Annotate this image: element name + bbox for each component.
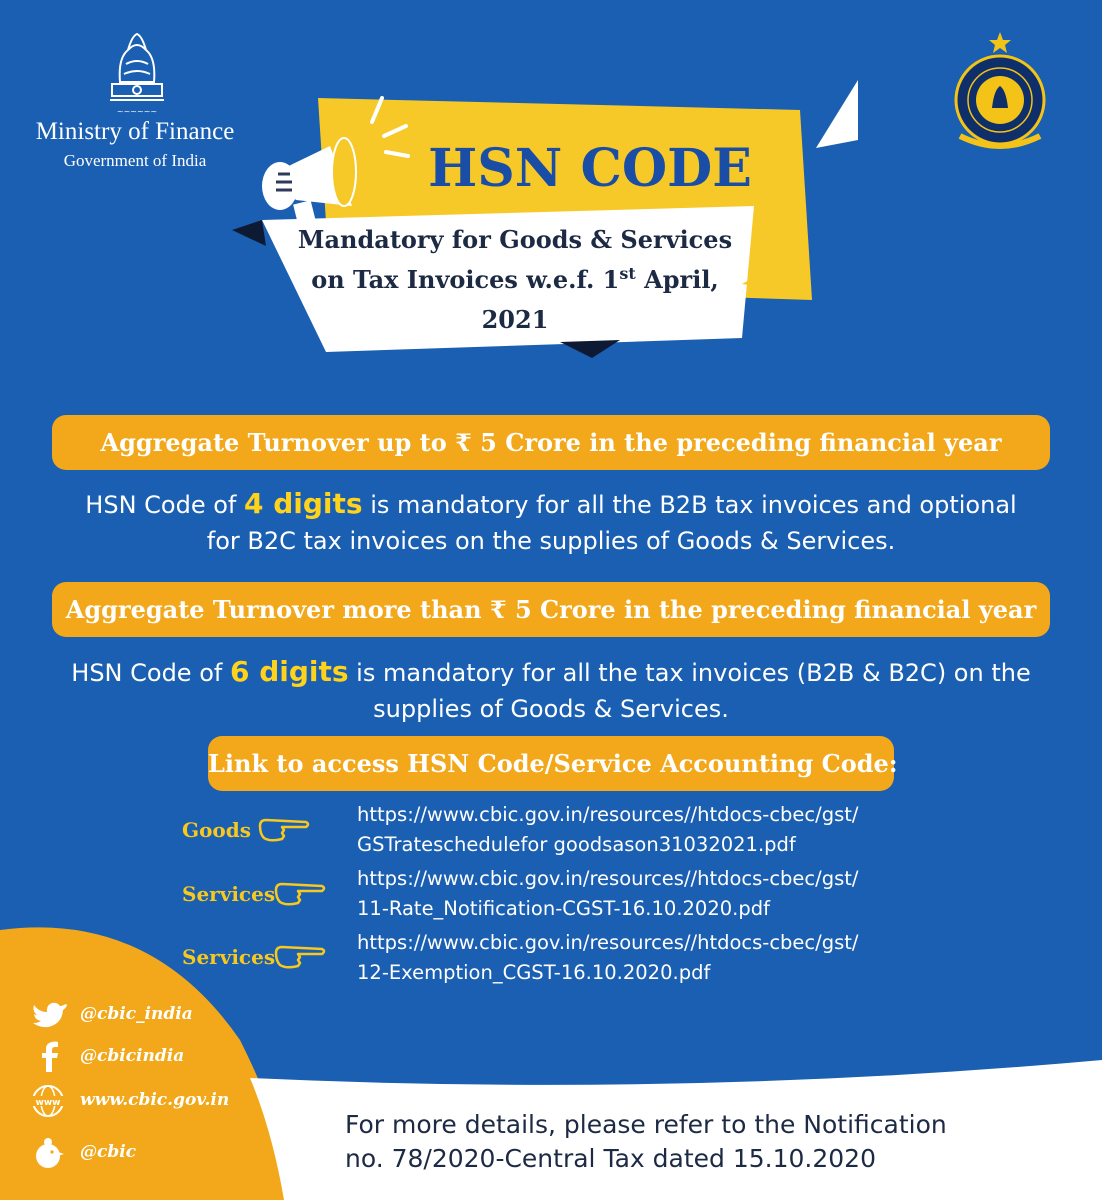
section2-highlight: 6 digits	[229, 655, 349, 688]
subtitle-month-text: April,	[635, 265, 719, 294]
twitter-handle[interactable]: @cbic_india	[80, 1004, 193, 1024]
subtitle-date-superscript: st	[619, 264, 636, 283]
banner-subtitle-line2	[285, 260, 745, 300]
decor-triangle-white	[816, 80, 858, 148]
social-twitter[interactable]	[30, 998, 250, 1032]
section1-line1	[40, 486, 1062, 523]
link-url-services-2-line2[interactable]: 12-Exemption_CGST-16.10.2020.pdf	[357, 961, 711, 984]
section2-text	[40, 654, 1062, 727]
section2-heading: Aggregate Turnover more than ₹ 5 Crore in the preceding financial year	[52, 582, 1050, 637]
svg-text:~~~~~~: ~~~~~~	[116, 107, 158, 116]
link-url-services-1-line2[interactable]: 11-Rate_Notification-CGST-16.10.2020.pdf	[357, 897, 770, 920]
banner-subtitle-line3: 2021	[481, 305, 549, 334]
pointing-hand-icon	[272, 880, 328, 910]
section2-line2: supplies of Goods & Services.	[373, 695, 729, 723]
links-heading: Link to access HSN Code/Service Accounting Code:	[208, 736, 894, 791]
facebook-handle[interactable]: @cbicindia	[80, 1046, 185, 1066]
banner-title: HSN CODE	[428, 138, 752, 199]
link-url-services-1[interactable]	[357, 864, 957, 924]
ministry-name: Ministry of Finance	[35, 118, 235, 145]
footer-note	[345, 1108, 1045, 1176]
section1-line2: for B2C tax invoices on the supplies of Goods & Services.	[206, 527, 896, 555]
twitter-icon	[30, 998, 70, 1032]
link-url-goods[interactable]	[357, 800, 957, 860]
pointing-hand-icon	[256, 816, 312, 846]
link-url-services-2-line1[interactable]: https://www.cbic.gov.in/resources//htdocs-cbec/gst/	[357, 931, 859, 954]
link-url-goods-line2[interactable]: GSTrateschedulefor goodsason31032021.pdf	[357, 833, 796, 856]
koo-handle[interactable]: @cbic	[80, 1142, 137, 1162]
ministry-subtitle: Government of India	[63, 151, 207, 170]
footer-note-line2: no. 78/2020-Central Tax dated 15.10.2020	[345, 1144, 876, 1173]
section1-text-pre: HSN Code of	[85, 491, 244, 519]
section1-highlight: 4 digits	[244, 487, 363, 520]
section2-text-pre: HSN Code of	[71, 659, 230, 687]
section1-heading: Aggregate Turnover up to ₹ 5 Crore in the preceding financial year	[52, 415, 1050, 470]
subtitle-date-text: on Tax Invoices w.e.f. 1	[311, 265, 620, 294]
social-koo[interactable]	[30, 1136, 250, 1170]
section1-text	[40, 486, 1062, 559]
footer-note-line1: For more details, please refer to the Notification	[345, 1110, 947, 1139]
link-label-services-2: Services	[182, 945, 276, 969]
link-label-services-1: Services	[182, 882, 276, 906]
link-url-services-1-line1[interactable]: https://www.cbic.gov.in/resources//htdocs-cbec/gst/	[357, 867, 859, 890]
svg-text:www: www	[35, 1098, 61, 1108]
link-url-goods-line1[interactable]: https://www.cbic.gov.in/resources//htdocs-cbec/gst/	[357, 803, 859, 826]
section2-text-post: is mandatory for all the tax invoices (B2B & B2C) on the	[348, 659, 1031, 687]
section2-line1	[40, 654, 1062, 691]
social-facebook[interactable]	[30, 1040, 250, 1074]
banner-subtitle	[285, 220, 745, 340]
facebook-icon	[30, 1040, 70, 1074]
link-label-goods: Goods	[182, 818, 252, 842]
website-link[interactable]: www.cbic.gov.in	[80, 1090, 230, 1110]
social-website[interactable]	[30, 1084, 250, 1118]
koo-bird-icon	[30, 1136, 70, 1170]
section1-text-post: is mandatory for all the B2B tax invoices and optional	[362, 491, 1017, 519]
banner-subtitle-line1: Mandatory for Goods & Services	[297, 225, 733, 254]
www-globe-icon	[30, 1084, 70, 1118]
